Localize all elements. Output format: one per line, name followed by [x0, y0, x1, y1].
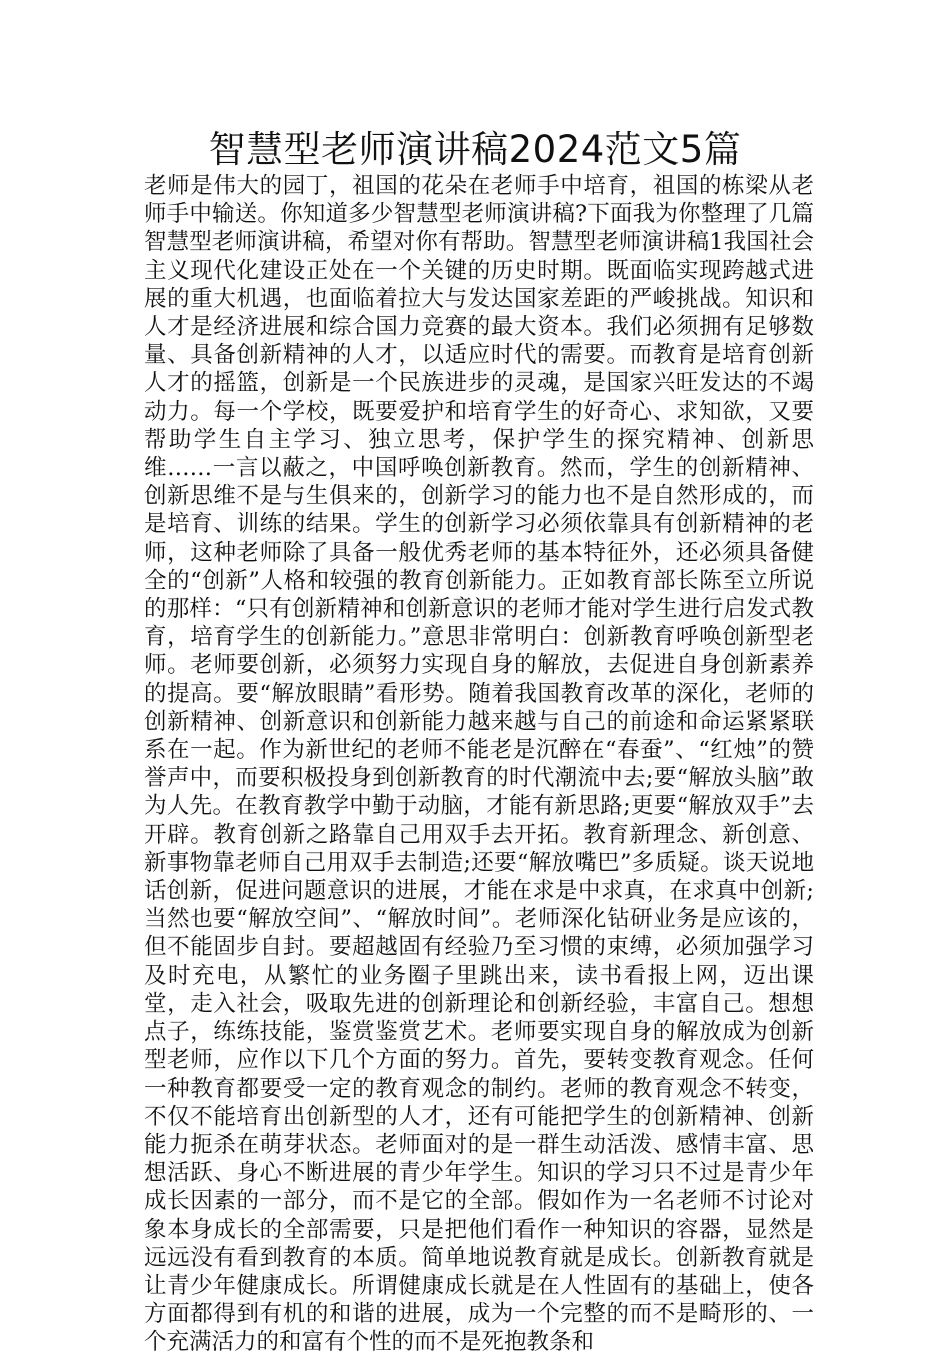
- document-title: 智慧型老师演讲稿2024范文5篇: [208, 128, 742, 171]
- document-body: 老师是伟大的园丁，祖国的花朵在老师手中培育，祖国的栋梁从老师手中输送。你知道多少智慧型老师演讲稿?下面我为你整理了几篇智慧型老师演讲稿，希望对你有帮助。智慧型老师演讲稿1我国社会主义现代化建设正处在一个关键的历史时期。既面临实现跨越式进展的重大机遇，也面临着拉大与发达国家差距的严峻挑战。知识和人才是经济进展和综合国力竞赛的最大资本。我们必须拥有足够数量、具备创新精神的人才，以适应时代的需要。而教育是培育创新人才的摇篮，创新是一个民族进步的灵魂，是国家兴旺发达的不竭动力。每一个学校，既要爱护和培育学生的好奇心、求知欲，又要帮助学生自主学习、独立思考，保护学生的探究精神、创新思维……一言以蔽之，中国呼唤创新教育。然而，学生的创新精神、创新思维不是与生俱来的，创新学习的能力也不是自然形成的，而是培育、训练的结果。学生的创新学习必须依靠具有创新精神的老师，这种老师除了具备一般优秀老师的基本特征外，还必须具备健全的“创新”人格和较强的教育创新能力。正如教育部长陈至立所说的那样：“只有创新精神和创新意识的老师才能对学生进行启发式教育，培育学生的创新能力。”意思非常明白：创新教育呼唤创新型老师。老师要创新，必须努力实现自身的解放，去促进自身创新素养的提高。要“解放眼睛”看形势。随着我国教育改革的深化，老师的创新精神、创新意识和创新能力越来越与自己的前途和命运紧紧联系在一起。作为新世纪的老师不能老是沉醉在“春蚕”、“红烛”的赞誉声中，而要积极投身到创新教育的时代潮流中去;要“解放头脑”敢为人先。在教育教学中勤于动脑，才能有新思路;更要“解放双手”去开辟。教育创新之路靠自己用双手去开拓。教育新理念、新创意、新事物靠老师自己用双手去制造;还要“解放嘴巴”多质疑。谈天说地话创新，促进问题意识的进展，才能在求是中求真，在求真中创新;当然也要“解放空间”、“解放时间”。老师深化钻研业务是应该的，但不能固步自封。要超越固有经验乃至习惯的束缚，必须加强学习及时充电，从繁忙的业务圈子里跳出来，读书看报上网，迈出课堂，走入社会，吸取先进的创新理论和创新经验，丰富自己。想想点子，练练技能，鉴赏鉴赏艺术。老师要实现自身的解放成为创新型老师，应作以下几个方面的努力。首先，要转变教育观念。任何一种教育都要受一定的教育观念的制约。老师的教育观念不转变，不仅不能培育出创新型的人才，还有可能把学生的创新精神、创新能力扼杀在萌芽状态。老师面对的是一群生动活泼、感情丰富、思想活跃、身心不断进展的青少年学生。知识的学习只不过是青少年成长因素的一部分，而不是它的全部。假如作为一名老师不讨论对象本身成长的全部需要，只是把他们看作一种知识的容器，显然是远远没有看到教育的本质。简单地说教育就是成长。创新教育就是让青少年健康成长。所谓健康成长就是在人性固有的基础上，使各方面都得到有机的和谐的进展，成为一个完整的而不是畸形的、一个充满活力的和富有个性的而不是死抱教条和: [144, 173, 814, 1356]
